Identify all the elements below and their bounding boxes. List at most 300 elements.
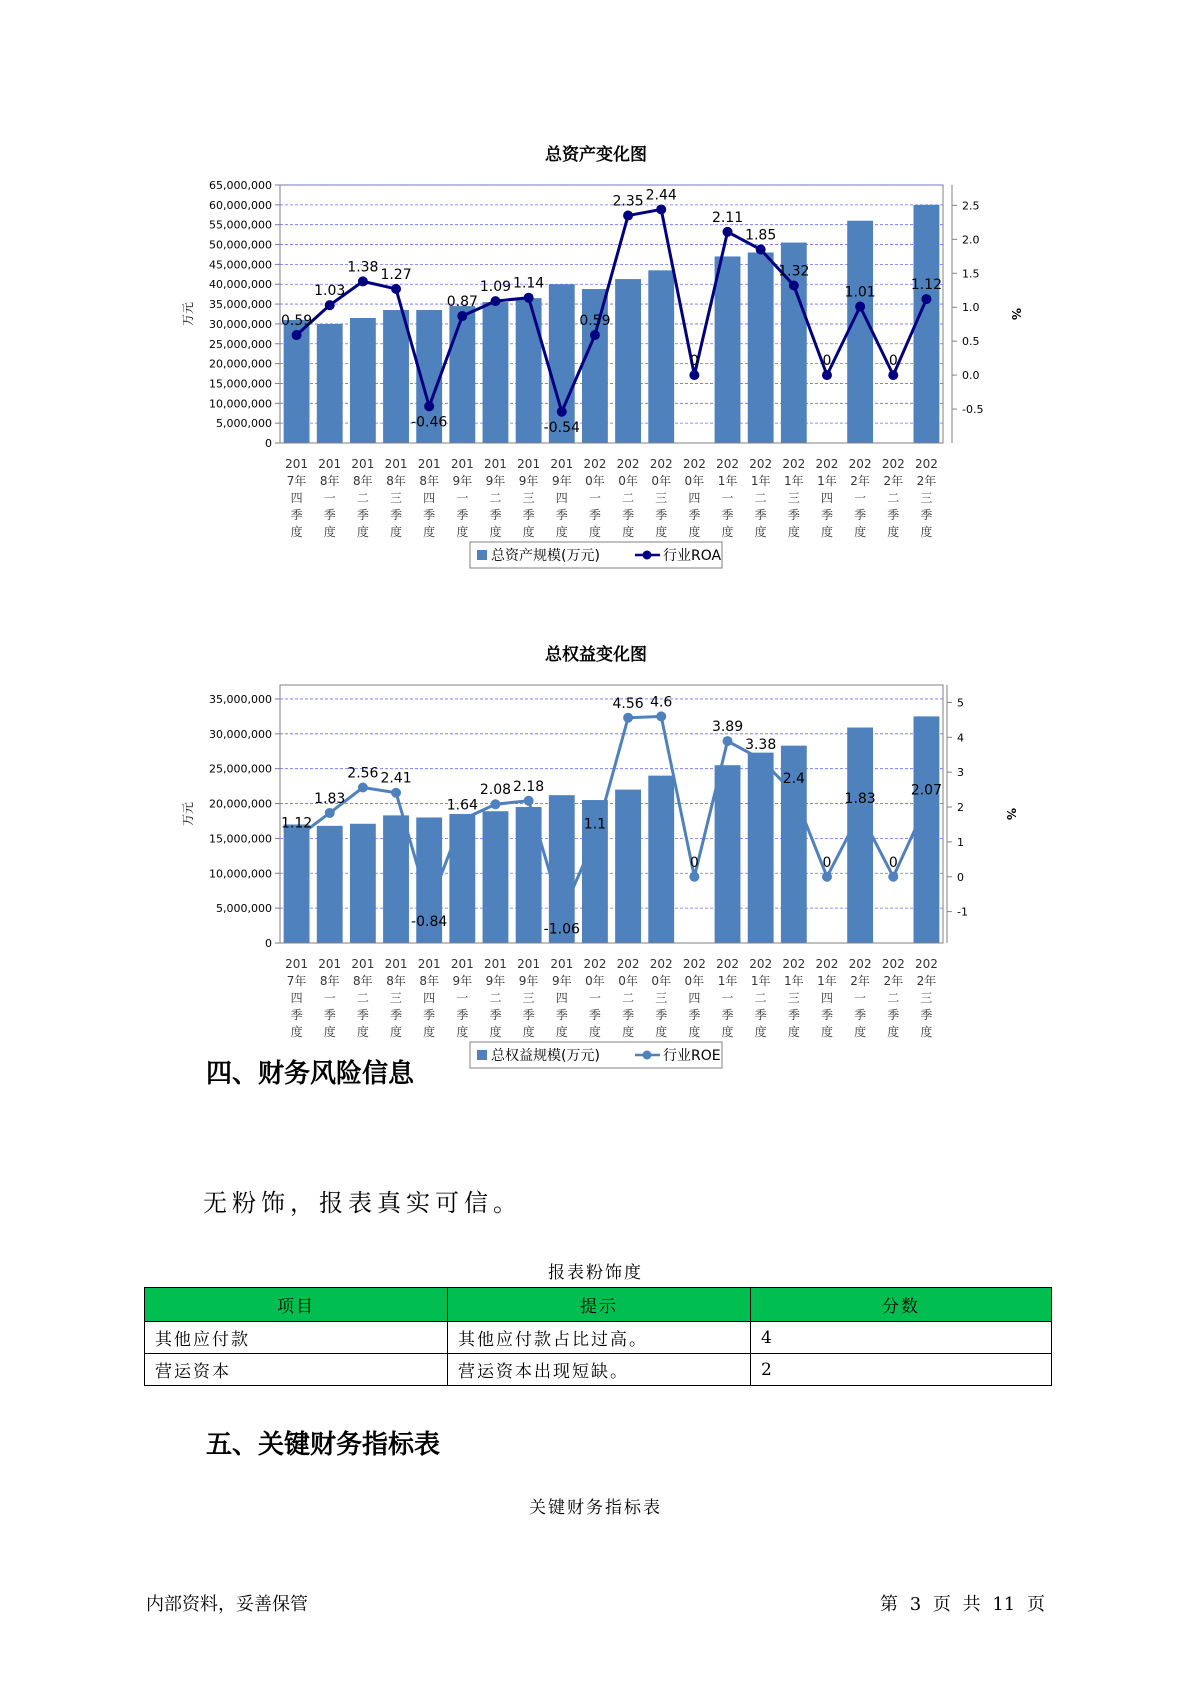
- x-tick-label-part: 度: [588, 1025, 601, 1039]
- x-tick-label-part: 0年: [585, 974, 605, 988]
- left-tick-label: 35,000,000: [209, 692, 272, 706]
- x-tick-label-part: 度: [622, 1025, 635, 1039]
- x-tick-label-part: 度: [489, 525, 502, 539]
- x-tick-label-part: 度: [290, 525, 303, 539]
- x-tick-label-part: 2年: [850, 474, 870, 488]
- line-point: [325, 300, 335, 310]
- x-tick-label-part: 0年: [684, 974, 705, 988]
- chart-title: 总权益变化图: [545, 645, 647, 665]
- left-tick-label: 10,000,000: [209, 867, 272, 881]
- x-tick-label-part: 季: [787, 508, 800, 522]
- x-tick-label: [749, 457, 772, 539]
- bar: [483, 811, 509, 943]
- bar: [913, 716, 939, 943]
- x-tick-label-part: 1年: [784, 974, 804, 988]
- x-tick-label-part: 1年: [750, 474, 771, 488]
- x-tick-label-part: 度: [390, 1025, 403, 1039]
- x-tick-label-part: 一: [588, 491, 601, 505]
- left-tick-label: 0: [265, 437, 272, 450]
- right-tick-label: 1.5: [962, 267, 980, 281]
- line-point: [822, 370, 832, 380]
- data-label: 1.03: [314, 283, 346, 300]
- line-point: [789, 788, 799, 798]
- bar: [317, 826, 343, 943]
- x-tick-label-part: 度: [754, 525, 767, 539]
- x-tick-label-part: 季: [854, 1008, 867, 1022]
- data-label: 2.08: [479, 782, 512, 799]
- line-point: [292, 833, 302, 843]
- x-tick-label-part: 202: [682, 457, 706, 471]
- data-label: 2.4: [782, 771, 805, 788]
- right-axis-title: %: [1004, 807, 1018, 821]
- data-label: 0.87: [446, 294, 478, 311]
- x-tick-label-part: 202: [881, 957, 905, 971]
- x-tick-label: [385, 457, 408, 539]
- footer-confidential: 内部资料，妥善保管: [146, 1594, 308, 1615]
- x-tick-label-part: 一: [588, 991, 601, 1005]
- line-point: [888, 370, 898, 380]
- x-tick-label-part: 202: [749, 957, 773, 971]
- left-tick-label: 55,000,000: [209, 218, 272, 232]
- x-tick-label: [550, 457, 573, 539]
- x-tick-label-part: 度: [887, 525, 900, 539]
- x-tick-label-part: 度: [721, 525, 734, 539]
- x-tick-label-part: 季: [356, 508, 369, 522]
- x-tick-label: [583, 957, 606, 1039]
- x-tick-label-part: 度: [820, 1025, 833, 1039]
- x-tick-label-part: 7年: [286, 474, 307, 488]
- x-tick-label-part: 9年: [551, 974, 572, 988]
- x-tick-label-part: 四: [688, 491, 701, 505]
- x-tick-label-part: 0年: [618, 474, 638, 488]
- x-tick-label: [683, 957, 706, 1039]
- x-tick-label-part: 度: [688, 1025, 701, 1039]
- bar: [383, 310, 409, 443]
- x-tick-label-part: 三: [522, 491, 535, 505]
- data-label: 2.56: [347, 765, 379, 782]
- right-tick-label: 0: [957, 870, 964, 884]
- x-tick-label-part: 0年: [618, 974, 638, 988]
- line-point: [723, 736, 733, 746]
- bar: [449, 306, 475, 443]
- line-point: [723, 227, 733, 237]
- footer-page-number: 第 3 页 共 11 页: [880, 1594, 1045, 1615]
- x-tick-label-part: 度: [920, 525, 933, 539]
- x-tick-label: [650, 957, 673, 1039]
- data-label: 3.89: [711, 719, 744, 736]
- col-header-hint: 提示: [448, 1288, 751, 1322]
- legend-line-marker: [643, 551, 652, 560]
- x-tick-label-part: 度: [920, 1025, 933, 1039]
- x-tick-label-part: 201: [285, 957, 309, 971]
- total-equity-chart: [0, 630, 1191, 1090]
- x-tick-label-part: 202: [649, 457, 673, 471]
- x-tick-label: [849, 457, 872, 539]
- line-point: [855, 302, 865, 312]
- x-tick-label-part: 度: [787, 1025, 800, 1039]
- x-tick-label-part: 四: [820, 491, 833, 505]
- x-tick-label-part: 0年: [684, 474, 705, 488]
- line-point: [524, 796, 534, 806]
- x-tick-label-part: 度: [754, 1025, 767, 1039]
- data-label: 1.01: [844, 284, 876, 301]
- x-tick-label-part: 季: [887, 1008, 900, 1022]
- cell-item: 营运资本: [145, 1354, 448, 1386]
- x-tick-label-part: 一: [456, 991, 469, 1005]
- x-tick-label-part: 202: [815, 457, 839, 471]
- x-tick-label: [617, 957, 640, 1039]
- x-tick-label-part: 一: [721, 991, 734, 1005]
- x-tick-label-part: 202: [716, 457, 739, 471]
- x-tick-label: [749, 957, 772, 1039]
- data-label: 4.6: [650, 694, 673, 711]
- line-point: [391, 284, 401, 294]
- x-tick-label-part: 二: [754, 991, 767, 1005]
- x-tick-label-part: 季: [754, 1008, 767, 1022]
- data-label: 0: [689, 353, 699, 370]
- x-tick-label-part: 202: [881, 457, 905, 471]
- x-tick-label-part: 三: [390, 991, 403, 1005]
- x-tick-label-part: 三: [920, 491, 933, 505]
- x-tick-label-part: 季: [555, 1008, 568, 1022]
- x-tick-label-part: 四: [820, 991, 833, 1005]
- line-point: [888, 872, 898, 882]
- risk-paragraph: 无粉饰，报表真实可信。: [203, 1189, 522, 1217]
- x-tick-label: [351, 457, 374, 539]
- left-tick-label: 30,000,000: [209, 727, 272, 741]
- x-tick-label-part: 9年: [518, 974, 539, 988]
- right-tick-label: 2.0: [962, 233, 980, 247]
- data-label: 0: [888, 854, 898, 871]
- right-tick-label: 0.5: [962, 335, 980, 349]
- data-label: -0.54: [543, 419, 580, 436]
- bar: [615, 279, 641, 443]
- x-tick-label-part: 度: [887, 1025, 900, 1039]
- x-tick-label: [882, 457, 905, 539]
- x-tick-label-part: 度: [323, 525, 336, 539]
- x-tick-label-part: 201: [450, 457, 474, 471]
- x-tick-label-part: 201: [450, 957, 474, 971]
- x-tick-label-part: 三: [522, 991, 535, 1005]
- bar: [383, 815, 409, 943]
- x-tick-label-part: 2年: [916, 474, 937, 488]
- line-point: [325, 808, 335, 818]
- line-point: [557, 909, 567, 919]
- x-tick-label-part: 202: [649, 957, 673, 971]
- data-label: 1.12: [910, 277, 943, 294]
- x-tick-label-part: 9年: [452, 474, 473, 488]
- x-tick-label-part: 8年: [386, 474, 406, 488]
- data-label: 2.41: [380, 770, 412, 787]
- line-point: [689, 872, 699, 882]
- table-row: [145, 1354, 1052, 1386]
- line-point: [656, 204, 666, 214]
- data-label: 2.11: [711, 209, 744, 226]
- x-tick-label-part: 201: [384, 957, 408, 971]
- x-tick-label-part: 季: [489, 508, 502, 522]
- col-header-item: 项目: [145, 1288, 448, 1322]
- x-tick-label-part: 度: [854, 525, 867, 539]
- x-tick-label-part: 201: [318, 957, 342, 971]
- line-point: [921, 294, 931, 304]
- bar: [615, 790, 641, 943]
- x-tick-label-part: 一: [721, 491, 734, 505]
- x-tick-label-part: 度: [555, 525, 568, 539]
- left-tick-label: 25,000,000: [209, 337, 272, 351]
- x-tick-label-part: 2年: [883, 974, 904, 988]
- x-tick-label-part: 度: [688, 525, 701, 539]
- kpi-table-caption: 关键财务指标表: [529, 1498, 662, 1518]
- x-tick-label-part: 202: [914, 957, 938, 971]
- x-tick-label: [550, 957, 573, 1039]
- cell-hint: 其他应付款占比过高。: [448, 1322, 751, 1354]
- x-tick-label-part: 季: [920, 1008, 933, 1022]
- x-tick-label-part: 0年: [585, 474, 605, 488]
- x-tick-label: [683, 457, 706, 539]
- col-header-score: 分数: [751, 1288, 1052, 1322]
- x-tick-label: [285, 457, 308, 539]
- data-label: 1.32: [778, 263, 810, 280]
- data-label: -1.06: [543, 921, 580, 938]
- x-tick-label-part: 三: [655, 491, 668, 505]
- x-tick-label-part: 度: [356, 1025, 369, 1039]
- right-axis-title: %: [1009, 307, 1023, 321]
- bar: [847, 221, 873, 443]
- x-tick-label: [915, 457, 938, 539]
- x-tick-label-part: 季: [356, 1008, 369, 1022]
- data-label: 1.12: [280, 815, 313, 832]
- x-tick-label-part: 二: [489, 491, 502, 505]
- risk-table: [144, 1287, 1052, 1386]
- line-point: [524, 293, 534, 303]
- bar: [516, 298, 542, 443]
- x-tick-label-part: 8年: [353, 974, 373, 988]
- x-tick-label: [617, 457, 640, 539]
- data-label: 0: [822, 854, 832, 871]
- x-tick-label-part: 201: [550, 457, 574, 471]
- bar: [350, 824, 376, 943]
- legend-line-marker: [643, 1051, 652, 1060]
- x-tick-label-part: 度: [290, 1025, 303, 1039]
- x-tick-label: [318, 457, 341, 539]
- x-tick-label: [782, 957, 805, 1039]
- x-tick-label-part: 三: [655, 991, 668, 1005]
- bar: [715, 765, 741, 943]
- x-tick-label-part: 季: [423, 508, 436, 522]
- data-label: 1.83: [314, 790, 346, 807]
- x-tick-label-part: 9年: [452, 974, 473, 988]
- x-tick-label-part: 季: [688, 1008, 701, 1022]
- left-tick-label: 10,000,000: [209, 397, 272, 411]
- x-tick-label: [318, 957, 341, 1039]
- x-tick-label-part: 一: [456, 491, 469, 505]
- x-tick-label: [451, 957, 474, 1039]
- right-tick-label: 1.0: [962, 301, 980, 315]
- x-tick-label-part: 季: [887, 508, 900, 522]
- x-tick-label-part: 度: [323, 1025, 336, 1039]
- x-tick-label-part: 度: [423, 1025, 436, 1039]
- x-tick-label-part: 度: [721, 1025, 734, 1039]
- x-tick-label: [816, 957, 839, 1039]
- x-tick-label-part: 四: [290, 991, 303, 1005]
- x-tick-label-part: 季: [854, 508, 867, 522]
- x-tick-label: [451, 457, 474, 539]
- x-tick-label-part: 度: [622, 525, 635, 539]
- x-tick-label-part: 季: [754, 508, 767, 522]
- line-point: [656, 711, 666, 721]
- legend-line-label: 行业ROE: [663, 1048, 721, 1064]
- left-tick-label: 40,000,000: [209, 278, 272, 292]
- data-label: 0: [822, 353, 832, 370]
- x-tick-label-part: 季: [390, 1008, 403, 1022]
- data-label: 1.38: [347, 259, 379, 276]
- x-tick-label-part: 202: [616, 457, 640, 471]
- bar: [748, 252, 774, 443]
- x-tick-label-part: 季: [423, 1008, 436, 1022]
- legend-bar-label: 总资产规模(万元): [491, 548, 600, 564]
- line-point: [358, 276, 368, 286]
- x-tick-label-part: 1年: [750, 974, 771, 988]
- left-tick-label: 5,000,000: [216, 902, 272, 916]
- line-point: [424, 401, 434, 411]
- line-point: [623, 211, 633, 221]
- table-row: [145, 1322, 1052, 1354]
- x-tick-label-part: 201: [285, 457, 309, 471]
- x-tick-label-part: 季: [588, 508, 601, 522]
- data-label: 0: [689, 854, 699, 871]
- x-tick-label-part: 度: [356, 525, 369, 539]
- left-axis-title: 万元: [181, 801, 195, 827]
- data-label: 4.56: [612, 695, 644, 712]
- legend-bar-swatch: [477, 1050, 487, 1060]
- right-tick-label: 1: [957, 835, 964, 849]
- x-tick-label: [517, 957, 540, 1039]
- x-tick-label-part: 季: [489, 1008, 502, 1022]
- x-tick-label-part: 季: [787, 1008, 800, 1022]
- cell-item: 其他应付款: [145, 1322, 448, 1354]
- x-tick-label-part: 一: [854, 491, 867, 505]
- x-tick-label-part: 三: [787, 491, 800, 505]
- x-tick-label-part: 四: [555, 991, 568, 1005]
- data-label: 0.59: [280, 313, 313, 330]
- plot-frame: [280, 185, 943, 443]
- x-tick-label-part: 8年: [386, 974, 406, 988]
- line-point: [391, 788, 401, 798]
- x-tick-label-part: 度: [489, 1025, 502, 1039]
- x-tick-label-part: 201: [384, 457, 408, 471]
- x-tick-label-part: 201: [484, 957, 507, 971]
- bar: [449, 814, 475, 943]
- left-tick-label: 15,000,000: [209, 377, 272, 391]
- x-tick-label: [716, 957, 739, 1039]
- x-tick-label-part: 度: [522, 525, 535, 539]
- right-tick-label: 0.0: [962, 369, 980, 383]
- right-tick-label: 5: [957, 696, 964, 710]
- x-tick-label-part: 季: [456, 1008, 469, 1022]
- x-tick-label-part: 度: [787, 525, 800, 539]
- x-tick-label-part: 8年: [419, 974, 439, 988]
- risk-table-caption: 报表粉饰度: [548, 1263, 643, 1283]
- x-tick-label: [385, 957, 408, 1039]
- x-tick-label-part: 度: [655, 1025, 668, 1039]
- left-tick-label: 0: [265, 937, 272, 950]
- x-tick-label-part: 202: [914, 457, 938, 471]
- x-tick-label-part: 202: [682, 957, 706, 971]
- x-tick-label: [849, 957, 872, 1039]
- x-tick-label-part: 季: [820, 508, 833, 522]
- left-tick-label: 20,000,000: [209, 357, 272, 371]
- x-tick-label-part: 7年: [286, 974, 307, 988]
- bar: [715, 256, 741, 443]
- x-tick-label-part: 9年: [518, 474, 539, 488]
- chart-svg: [0, 630, 1191, 1090]
- data-label: 1.64: [446, 797, 478, 814]
- x-tick-label-part: 201: [351, 957, 375, 971]
- line-point: [358, 783, 368, 793]
- line-point: [457, 815, 467, 825]
- x-tick-label: [418, 957, 441, 1039]
- line-point: [921, 800, 931, 810]
- x-tick-label-part: 9年: [485, 974, 506, 988]
- x-tick-label-part: 度: [390, 525, 403, 539]
- x-tick-label: [915, 957, 938, 1039]
- x-tick-label-part: 8年: [319, 474, 340, 488]
- x-tick-label-part: 201: [417, 457, 441, 471]
- x-tick-label: [583, 457, 606, 539]
- x-tick-label-part: 季: [721, 508, 734, 522]
- x-tick-label-part: 0年: [651, 474, 672, 488]
- x-tick-label-part: 一: [323, 491, 336, 505]
- left-tick-label: 5,000,000: [216, 417, 272, 431]
- line-point: [457, 311, 467, 321]
- section4-heading: 四、财务风险信息: [206, 1059, 415, 1089]
- x-tick-label-part: 季: [622, 1008, 635, 1022]
- cell-hint: 营运资本出现短缺。: [448, 1354, 751, 1386]
- x-tick-label-part: 二: [622, 991, 635, 1005]
- x-tick-label-part: 一: [854, 991, 867, 1005]
- x-tick-label-part: 度: [588, 525, 601, 539]
- bar: [317, 324, 343, 443]
- left-tick-label: 35,000,000: [209, 298, 272, 312]
- x-tick-label-part: 202: [848, 457, 872, 471]
- line-point: [623, 713, 633, 723]
- x-tick-label-part: 2年: [883, 474, 904, 488]
- x-tick-label-part: 202: [583, 457, 607, 471]
- bar: [847, 728, 873, 943]
- x-tick-label-part: 201: [550, 957, 574, 971]
- data-label: 2.18: [513, 778, 545, 795]
- left-tick-label: 45,000,000: [209, 258, 272, 272]
- data-label: 1.09: [479, 279, 512, 296]
- x-tick-label-part: 季: [323, 1008, 336, 1022]
- x-tick-label: [285, 957, 308, 1039]
- x-tick-label-part: 季: [555, 508, 568, 522]
- left-tick-label: 65,000,000: [209, 179, 272, 192]
- left-tick-label: 60,000,000: [209, 198, 272, 212]
- x-tick-label: [782, 457, 805, 539]
- x-tick-label-part: 度: [456, 525, 469, 539]
- x-tick-label-part: 二: [887, 991, 900, 1005]
- x-tick-label-part: 202: [716, 957, 739, 971]
- x-tick-label-part: 8年: [353, 474, 373, 488]
- bar: [648, 776, 674, 943]
- data-label: 1.83: [844, 790, 876, 807]
- x-tick-label-part: 二: [754, 491, 767, 505]
- data-label: 3.38: [745, 736, 777, 753]
- x-tick-label-part: 季: [688, 508, 701, 522]
- left-tick-label: 20,000,000: [209, 797, 272, 811]
- data-label: 2.35: [612, 193, 644, 210]
